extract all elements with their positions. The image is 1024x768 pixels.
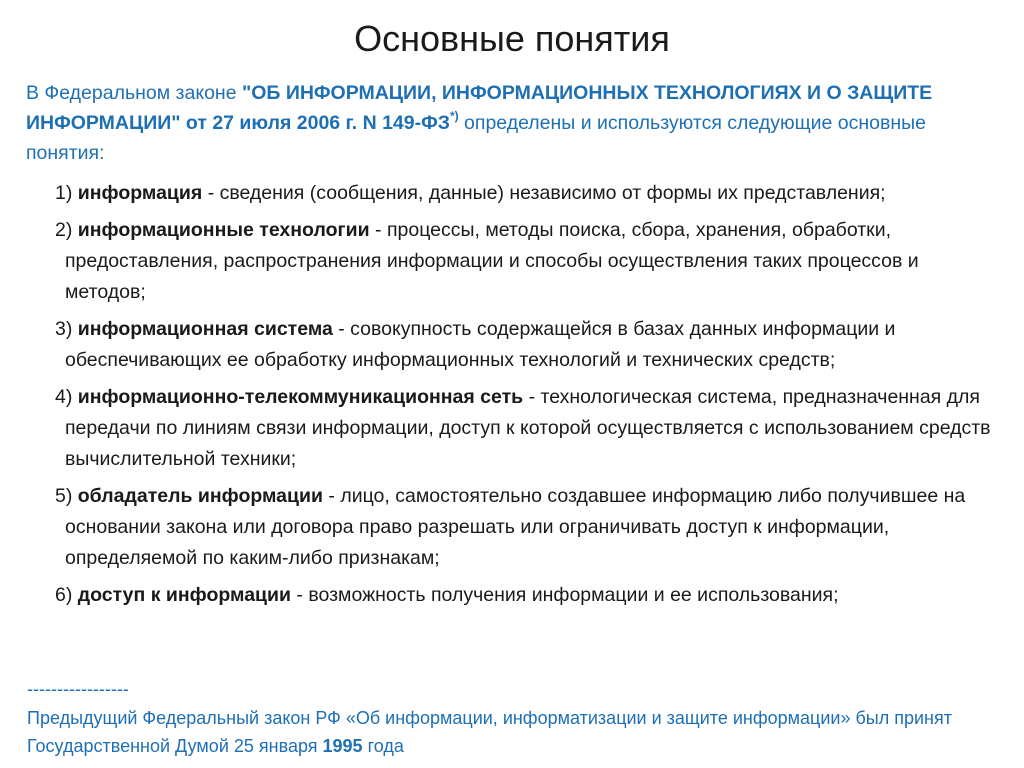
footnote-separator: ----------------- — [27, 679, 129, 699]
definition-text: - лицо, самостоятельно создавшее информацию либо получившее на основании закона или договора право разрешать или ограничивать доступ к информации, определяемой по каким-либо признакам; — [65, 485, 966, 569]
definition-term: информация — [77, 182, 203, 204]
footnote-text: Предыдущий Федеральный закон РФ «Об информации, информатизации и защите информации» был принят Государственной Думой 25 января — [27, 708, 952, 756]
definition-number: 5) — [55, 485, 73, 507]
definition-number: 3) — [55, 318, 73, 340]
footnote-mark: *) — [449, 108, 459, 123]
definition-item — [0, 314, 1024, 376]
definition-term: информационные технологии — [77, 219, 370, 241]
definition-text: - технологическая система, предназначенная для передачи по линиям связи информации, доступ к которой осуществляется с использованием средств вычислительной техники; — [65, 386, 991, 470]
definition-item — [0, 580, 1024, 611]
definition-term: информационно-телекоммуникационная сеть — [77, 386, 524, 408]
footnote — [27, 704, 1007, 760]
definition-term: доступ к информации — [77, 584, 292, 606]
definition-text: - сведения (сообщения, данные) независимо от формы их представления; — [202, 182, 886, 204]
definition-text: - процессы, методы поиска, сбора, хранения, обработки, предоставления, распространения информации и способы осуществления таких процессов и методов; — [65, 219, 919, 303]
definitions-list — [0, 178, 1024, 617]
footnote-year: 1995 — [322, 736, 363, 756]
definition-term: обладатель информации — [77, 485, 323, 507]
law-name: "ОБ ИНФОРМАЦИИ, ИНФОРМАЦИОННЫХ ТЕХНОЛОГИЯХ И О ЗАЩИТЕ ИНФОРМАЦИИ" от 27 июля 2006 г. N 149-ФЗ — [26, 82, 933, 134]
definition-item — [0, 178, 1024, 209]
definition-text: - совокупность содержащейся в базах данных информации и обеспечивающих ее обработку информационных технологий и технических средств; — [65, 318, 896, 371]
intro-suffix: определены и используются следующие основные понятия: — [26, 112, 926, 164]
definition-number: 4) — [55, 386, 73, 408]
definition-number: 2) — [55, 219, 73, 241]
slide-title: Основные понятия — [354, 18, 670, 59]
definition-text: - возможность получения информации и ее использования; — [291, 584, 839, 606]
definition-item — [0, 481, 1024, 574]
definition-term: информационная система — [77, 318, 333, 340]
footnote-suffix: года — [362, 736, 404, 756]
definition-item — [0, 382, 1024, 475]
definition-item — [0, 215, 1024, 308]
intro-paragraph — [26, 78, 986, 168]
intro-prefix: В Федеральном законе — [26, 82, 242, 104]
definition-number: 1) — [55, 182, 73, 204]
definition-number: 6) — [55, 584, 73, 606]
